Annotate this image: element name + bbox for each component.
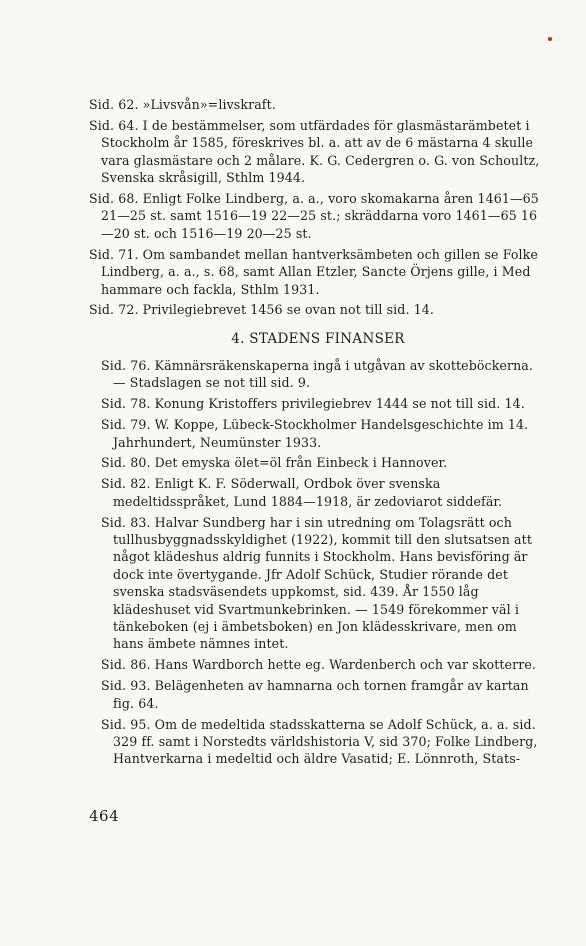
note-sid-76: Sid. 76. Kämnärsräkenskaperna ingå i utgåvan av skotteböckerna. — Stadslagen se not till sid. 9. xyxy=(101,357,534,391)
note-sid-71: Sid. 71. Om sambandet mellan hantverksämbeten och gillen se Folke Lindberg, a. a., s. 68, samt Allan Etzler, Sancte Örjens gille, i Med hammare och fackla, Sthlm 1931. xyxy=(89,246,538,297)
note-sid-83: Sid. 83. Halvar Sundberg har i sin utredning om Tolagsrätt och tullhusbyggnadsskyldighet (1922), kommit till den slutsatsen att något klädeshus aldrig funnits i Stockholm. Hans bevisföring är dock inte övertygande. Jfr Adolf Schück, Studier rörande det svenska stadsväsendets uppkomst, sid. 439. År 1550 låg klädeshuset vid Svartmunkebrinken. — 1549 förekommer väl i tänkeboken (ej i ämbetsboken) en Jon klädesskrivare, men om hans ämbete nämnes intet. xyxy=(101,514,532,652)
ink-spot xyxy=(548,37,552,41)
notes-body xyxy=(89,96,547,771)
note-sid-79: Sid. 79. W. Koppe, Lübeck-Stockholmer Handelsgeschichte im 14. Jahrhundert, Neumünster 1933. xyxy=(101,417,529,450)
note-sid-78: Sid. 78. Konung Kristoffers privilegiebrev 1444 se not till sid. 14. xyxy=(101,396,525,412)
section-notes xyxy=(89,357,547,768)
page-number: 464 xyxy=(89,807,120,825)
note-sid-95: Sid. 95. Om de medeltida stadsskatterna se Adolf Schück, a. a. sid. 329 ff. samt i Norstedts världshistoria V, sid 370; Folke Lindberg, Hantverkarna i medeltid och äldre Vasatid; E. Lönnroth, Stats- xyxy=(101,716,538,767)
note-sid-62: Sid. 62. »Livsvån»=livskraft. xyxy=(89,97,276,112)
note-sid-80: Sid. 80. Det emyska ölet=öl från Einbeck i Hannover. xyxy=(101,455,448,471)
note-sid-72: Sid. 72. Privilegiebrevet 1456 se ovan not till sid. 14. xyxy=(89,302,434,318)
note-sid-93: Sid. 93. Belägenheten av hamnarna och tornen framgår av kartan fig. 64. xyxy=(101,678,529,711)
note-sid-64: Sid. 64. I de bestämmelser, som utfärdades för glasmästarämbetet i Stockholm år 1585, föreskrives bl. a. att av de 6 mästarna 4 skulle vara glasmästare och 2 målare. K. G. Cedergren o. G. von Schoultz, Svenska skråsigill, Sthlm 1944. xyxy=(89,117,540,186)
section-heading: 4. STADENS FINANSER xyxy=(231,330,405,347)
note-sid-86: Sid. 86. Hans Wardborch hette eg. Wardenberch och var skotterre. xyxy=(101,657,537,673)
note-sid-82: Sid. 82. Enligt K. F. Söderwall, Ordbok över svenska medeltidsspråket, Lund 1884—1918, är zedoviarot siddefär. xyxy=(101,476,503,509)
note-sid-68: Sid. 68. Enligt Folke Lindberg, a. a., voro skomakarna åren 1461—65 21—25 st. samt 1516—19 22—25 st.; skräddarna voro 1461—65 16—20 st. och 1516—19 20—25 st. xyxy=(89,191,539,241)
